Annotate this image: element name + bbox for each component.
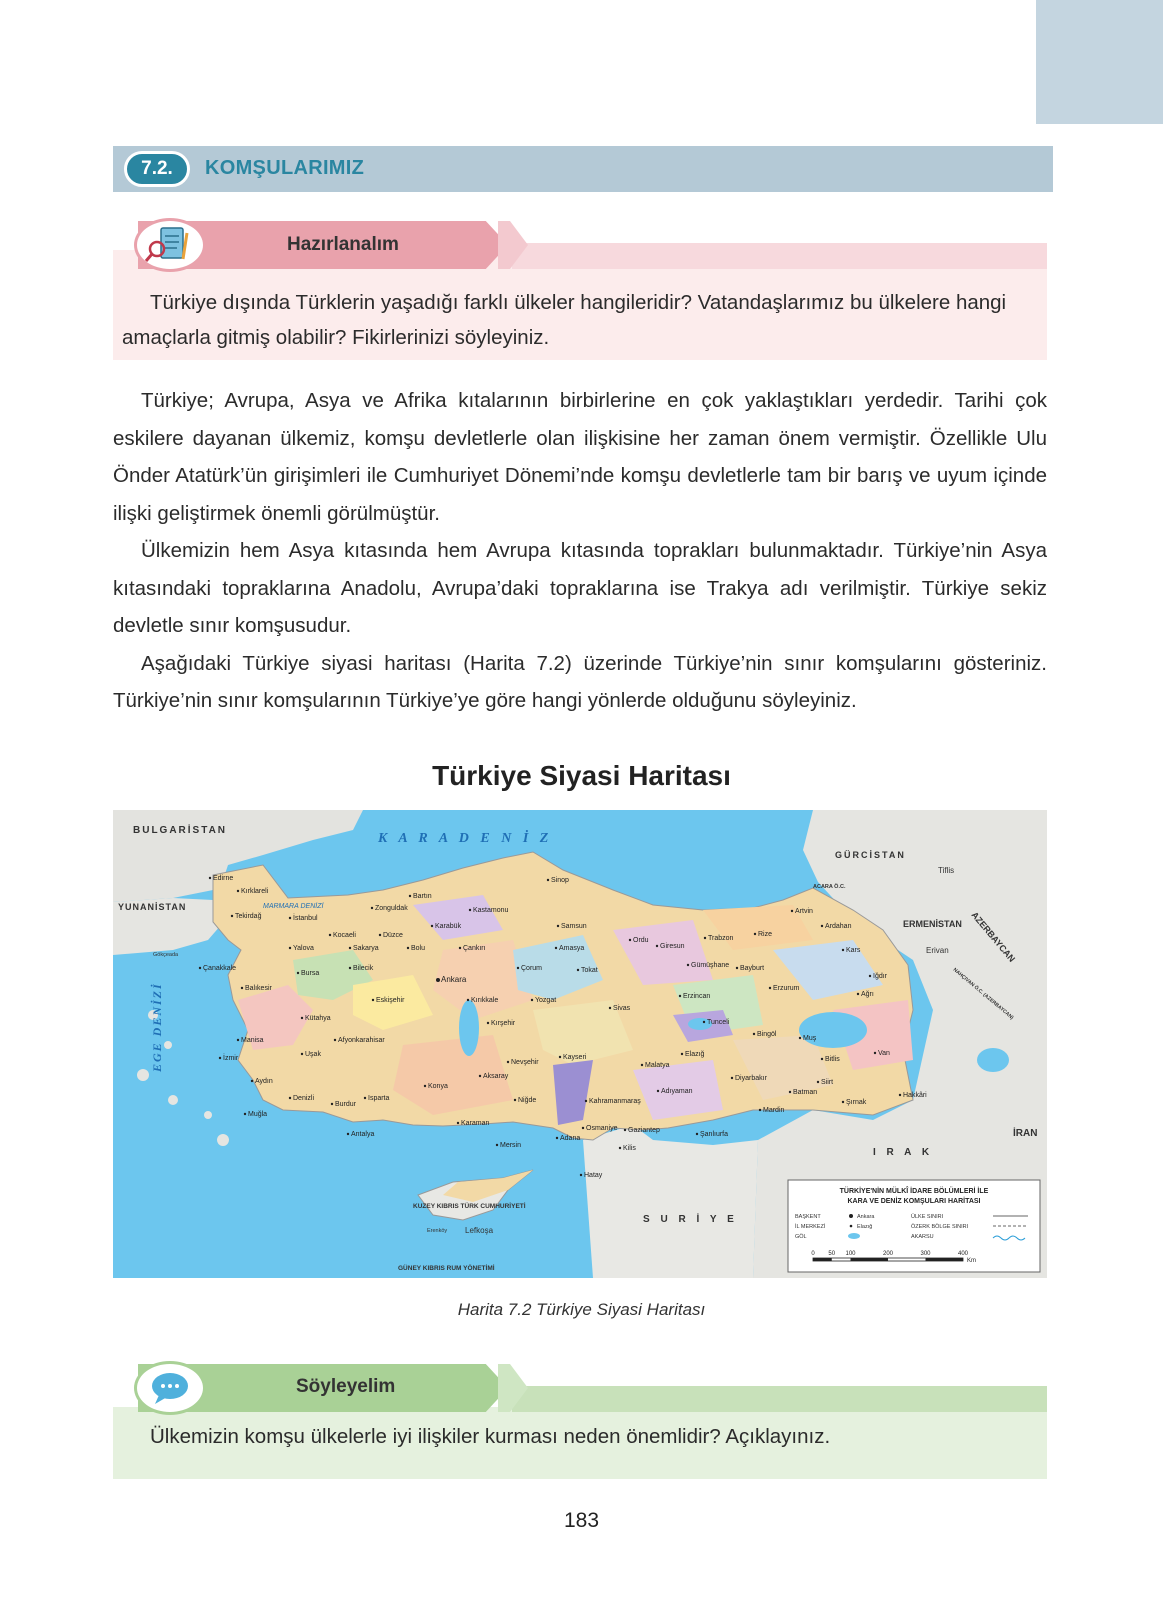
lake-van bbox=[799, 1012, 867, 1048]
province-label: Çanakkale bbox=[203, 965, 237, 972]
province-label: Kilis bbox=[623, 1145, 636, 1152]
province-marker bbox=[557, 925, 559, 927]
province-label: Aydın bbox=[255, 1078, 273, 1085]
province-marker bbox=[199, 967, 201, 969]
province-label: Rize bbox=[758, 931, 773, 938]
paragraph-3: Aşağıdaki Türkiye siyasi haritası (Harita 7.2) üzerinde Türkiye’nin sınır komşularını gösteriniz. Türkiye’nin sınır komşularının Türkiye’ye göre hangi yönlerde olduğunu söyleyiniz. bbox=[113, 651, 1047, 712]
province-marker bbox=[657, 1090, 659, 1092]
legend-title-line2: KARA VE DENİZ KOMŞULARI HARİTASI bbox=[847, 1198, 981, 1205]
province-label: Afyonkarahisar bbox=[338, 1037, 385, 1044]
province-label: Hatay bbox=[584, 1172, 603, 1179]
country-bulgaria: BULGARİSTAN bbox=[133, 825, 228, 836]
province-label: Tunceli bbox=[707, 1019, 730, 1026]
province-marker bbox=[349, 967, 351, 969]
province-label: Muş bbox=[803, 1035, 817, 1042]
province-marker bbox=[244, 1113, 246, 1115]
province-label: Gümüşhane bbox=[691, 962, 730, 969]
city-gokceada: Gökçeada bbox=[153, 952, 179, 958]
island bbox=[217, 1134, 229, 1146]
aegean-sea-label: EGE DENİZİ bbox=[150, 982, 164, 1072]
scale-tick-label: 200 bbox=[882, 1251, 894, 1257]
province-marker bbox=[457, 1122, 459, 1124]
scale-unit: Km bbox=[967, 1258, 976, 1264]
province-label: Sakarya bbox=[353, 945, 379, 952]
country-armenia: ERMENİSTAN bbox=[903, 919, 962, 929]
province-label: Mardin bbox=[763, 1107, 785, 1114]
province-label: Elazığ bbox=[685, 1051, 705, 1058]
province-marker bbox=[821, 925, 823, 927]
province-marker bbox=[496, 1144, 498, 1146]
province-marker bbox=[869, 975, 871, 977]
province-marker bbox=[759, 1109, 761, 1111]
scale-segment bbox=[813, 1258, 832, 1261]
map-title: Türkiye Siyasi Haritası bbox=[432, 760, 731, 791]
province-label: Ankara bbox=[441, 975, 467, 984]
province-label: Bursa bbox=[301, 970, 320, 977]
province-marker bbox=[817, 1081, 819, 1083]
preparation-question: Türkiye dışında Türklerin yaşadığı farklı ülkeler hangileridir? Vatandaşlarımız bu ülkelere hangi amaçlarla gitmiş olabilir? Fikirlerinizi söyleyiniz. bbox=[122, 291, 1007, 349]
province-marker bbox=[753, 1033, 755, 1035]
province-label: Gaziantep bbox=[628, 1127, 660, 1134]
province-marker bbox=[769, 987, 771, 989]
province-marker bbox=[371, 907, 373, 909]
province-label: Yozgat bbox=[535, 997, 557, 1004]
province-label: Bilecik bbox=[353, 965, 374, 972]
country-georgia: GÜRCİSTAN bbox=[835, 850, 906, 860]
province-marker bbox=[436, 978, 440, 982]
province-label: Kırklareli bbox=[241, 888, 269, 895]
province-marker bbox=[624, 1129, 626, 1131]
speaking-label: Söyleyelim bbox=[296, 1376, 396, 1397]
province-marker bbox=[469, 909, 471, 911]
province-marker bbox=[334, 1039, 336, 1041]
province-label: Uşak bbox=[305, 1051, 321, 1058]
country-south-cyprus: GÜNEY KIBRIS RUM YÖNETİMİ bbox=[398, 1265, 495, 1272]
province-marker bbox=[559, 1056, 561, 1058]
country-iran: İRAN bbox=[1013, 1128, 1038, 1139]
province-marker bbox=[507, 1061, 509, 1063]
province-label: Çorum bbox=[521, 965, 543, 972]
province-marker bbox=[731, 1077, 733, 1079]
province-marker bbox=[531, 999, 533, 1001]
province-label: Adıyaman bbox=[661, 1088, 693, 1095]
province-label: Isparta bbox=[368, 1095, 390, 1102]
province-marker bbox=[379, 934, 381, 936]
province-label: Tokat bbox=[581, 967, 598, 974]
legend-lake: GÖL bbox=[795, 1234, 807, 1240]
province-marker bbox=[585, 1100, 587, 1102]
province-marker bbox=[407, 947, 409, 949]
province-label: Ordu bbox=[633, 937, 649, 944]
province-marker bbox=[842, 1101, 844, 1103]
preparation-label: Hazırlanalım bbox=[287, 234, 399, 255]
region-adjara: ACARA Ö.C. bbox=[813, 884, 846, 890]
province-marker bbox=[289, 1097, 291, 1099]
speaking-question: Ülkemizin komşu ülkelerle iyi ilişkiler kurması neden önemlidir? Açıklayınız. bbox=[150, 1425, 831, 1448]
province-label: Diyarbakır bbox=[735, 1075, 767, 1082]
province-marker bbox=[799, 1037, 801, 1039]
province-label: Şanlıurfa bbox=[700, 1131, 729, 1138]
province-label: Erzincan bbox=[683, 993, 711, 1000]
scale-segment bbox=[851, 1258, 889, 1261]
province-marker bbox=[547, 879, 549, 881]
section-title: KOMŞULARIMIZ bbox=[205, 157, 365, 179]
page-number: 183 bbox=[563, 1509, 600, 1532]
province-label: Aksaray bbox=[483, 1073, 509, 1080]
province-marker bbox=[231, 915, 233, 917]
province-label: Kırıkkale bbox=[471, 997, 499, 1004]
legend-river: AKARSU bbox=[911, 1234, 934, 1240]
province-label: Nevşehir bbox=[511, 1059, 539, 1066]
province-marker bbox=[289, 947, 291, 949]
province-label: Şırnak bbox=[846, 1099, 867, 1106]
legend-province-center: İL MERKEZİ bbox=[795, 1224, 826, 1230]
province-marker bbox=[517, 967, 519, 969]
province-label: Artvin bbox=[795, 908, 813, 915]
province-marker bbox=[459, 947, 461, 949]
turkey-political-map bbox=[113, 810, 1047, 1278]
province-marker bbox=[364, 1097, 366, 1099]
province-label: Amasya bbox=[559, 945, 585, 952]
province-label: Düzce bbox=[383, 932, 403, 939]
black-sea-label: K A R A D E N İ Z bbox=[378, 831, 553, 846]
lake-tuz bbox=[459, 1000, 479, 1056]
province-marker bbox=[703, 1021, 705, 1023]
legend-province-example: Elazığ bbox=[857, 1224, 873, 1230]
country-nakhchivan: NAHÇIVAN Ö.C. (AZERBAYCAN) bbox=[951, 966, 1015, 1021]
province-label: Kahramanmaraş bbox=[589, 1098, 641, 1105]
legend-country-border: ÜLKE SINIRI bbox=[911, 1214, 944, 1220]
province-label: Trabzon bbox=[708, 935, 734, 942]
province-label: Çankırı bbox=[463, 945, 486, 952]
province-label: Erzurum bbox=[773, 985, 800, 992]
province-marker bbox=[857, 993, 859, 995]
province-marker bbox=[237, 1039, 239, 1041]
paragraph-1: Türkiye; Avrupa, Asya ve Afrika kıtalarının birbirlerine en çok yaklaştıkları yerdedir. Tarihi çok eskilere dayanan ülkemiz, komşu devletlerle olan ilişkisine her zaman önem vermiştir. Özellikle Ulu Önder Atatürk’ün girişimleri ile Cumhuriyet Dönemi’nde komşu devletlerle tam bir barış ve uyum içinde ilişki geliştirmek önemli görülmüştür. bbox=[113, 389, 1047, 525]
province-marker bbox=[372, 999, 374, 1001]
province-label: Malatya bbox=[645, 1062, 670, 1069]
province-marker bbox=[580, 1174, 582, 1176]
province-label: Antalya bbox=[351, 1131, 375, 1138]
province-marker bbox=[681, 1053, 683, 1055]
province-label: Mersin bbox=[500, 1142, 522, 1149]
province-label: Karaman bbox=[461, 1120, 490, 1127]
province-marker bbox=[582, 1127, 584, 1129]
province-marker bbox=[301, 1053, 303, 1055]
map-legend bbox=[788, 1180, 1040, 1272]
province-marker bbox=[641, 1064, 643, 1066]
province-marker bbox=[424, 1085, 426, 1087]
province-marker bbox=[874, 1052, 876, 1054]
province-label: Hakkâri bbox=[903, 1092, 927, 1099]
province-label: Konya bbox=[428, 1083, 448, 1090]
island bbox=[204, 1111, 212, 1119]
province-marker bbox=[251, 1080, 253, 1082]
province-label: Kars bbox=[846, 947, 861, 954]
province-marker bbox=[687, 964, 689, 966]
province-marker bbox=[467, 999, 469, 1001]
province-marker bbox=[679, 995, 681, 997]
province-marker bbox=[409, 895, 411, 897]
lake-marker bbox=[848, 1233, 860, 1239]
country-azerbaijan: AZERBAYCAN bbox=[969, 909, 1018, 964]
province-marker bbox=[850, 1225, 853, 1228]
province-marker bbox=[347, 1133, 349, 1135]
legend-autonomous-border: ÖZERK BÖLGE SINIRI bbox=[911, 1224, 969, 1230]
province-marker bbox=[899, 1094, 901, 1096]
province-label: Balıkesir bbox=[245, 985, 272, 992]
speaking-banner-tail bbox=[498, 1364, 1047, 1412]
province-marker bbox=[555, 947, 557, 949]
island bbox=[168, 1095, 178, 1105]
body-text bbox=[113, 382, 1047, 720]
province-marker bbox=[349, 947, 351, 949]
province-marker bbox=[479, 1075, 481, 1077]
province-label: Yalova bbox=[293, 945, 314, 952]
province-label: Karabük bbox=[435, 923, 462, 930]
province-label: İstanbul bbox=[293, 915, 318, 922]
province-label: Denizli bbox=[293, 1095, 315, 1102]
province-marker bbox=[209, 877, 211, 879]
province-marker bbox=[514, 1099, 516, 1101]
province-label: Osmaniye bbox=[586, 1125, 618, 1132]
province-label: Bitlis bbox=[825, 1056, 840, 1063]
province-marker bbox=[297, 972, 299, 974]
city-lefkosa: Lefkoşa bbox=[465, 1226, 494, 1235]
province-marker bbox=[289, 917, 291, 919]
province-marker bbox=[431, 925, 433, 927]
province-label: Burdur bbox=[335, 1101, 357, 1108]
province-label: Kütahya bbox=[305, 1015, 331, 1022]
legend-capital-example: Ankara bbox=[857, 1214, 875, 1220]
scale-segment bbox=[926, 1258, 964, 1261]
island bbox=[137, 1069, 149, 1081]
scale-tick-label: 300 bbox=[920, 1251, 931, 1257]
province-label: Samsun bbox=[561, 923, 587, 930]
province-marker bbox=[329, 934, 331, 936]
country-trnc: KUZEY KIBRIS TÜRK CUMHURİYETİ bbox=[413, 1203, 526, 1210]
preparation-banner-tail bbox=[498, 221, 1047, 269]
province-marker bbox=[301, 1017, 303, 1019]
scale-tick-label: 50 bbox=[828, 1251, 836, 1257]
province-marker bbox=[736, 967, 738, 969]
province-label: Adana bbox=[560, 1135, 581, 1142]
marmara-sea-label: MARMARA DENİZİ bbox=[263, 903, 324, 910]
corner-tab bbox=[1036, 0, 1163, 124]
province-marker bbox=[331, 1103, 333, 1105]
province-label: Niğde bbox=[518, 1097, 537, 1104]
province-label: Zonguldak bbox=[375, 905, 408, 912]
province-label: Iğdır bbox=[873, 973, 888, 980]
province-label: Kastamonu bbox=[473, 907, 509, 914]
province-label: Van bbox=[878, 1050, 890, 1057]
province-marker bbox=[577, 969, 579, 971]
syria-land bbox=[583, 1125, 758, 1278]
province-marker bbox=[791, 910, 793, 912]
province-marker bbox=[696, 1133, 698, 1135]
province-marker bbox=[487, 1022, 489, 1024]
province-label: Ağrı bbox=[861, 991, 874, 998]
country-iraq: I R A K bbox=[873, 1147, 934, 1158]
province-label: Siirt bbox=[821, 1079, 834, 1086]
scale-tick-label: 0 bbox=[811, 1251, 815, 1257]
province-label: Kayseri bbox=[563, 1054, 587, 1061]
scale-tick-label: 400 bbox=[957, 1251, 969, 1257]
province-label: Ardahan bbox=[825, 923, 852, 930]
province-marker bbox=[754, 933, 756, 935]
capital-marker bbox=[849, 1214, 853, 1218]
legend-capital: BAŞKENT bbox=[795, 1214, 821, 1220]
province-label: Batman bbox=[793, 1089, 818, 1096]
city-erenkoy: Erenköy bbox=[427, 1228, 448, 1234]
province-marker bbox=[609, 1007, 611, 1009]
country-syria: S U R İ Y E bbox=[643, 1214, 738, 1225]
island bbox=[164, 1041, 172, 1049]
legend-title-line1: TÜRKİYE'NİN MÜLKÎ İDARE BÖLÜMLERİ İLE bbox=[839, 1188, 989, 1195]
province-marker bbox=[619, 1147, 621, 1149]
province-marker bbox=[237, 890, 239, 892]
city-yerevan: Erivan bbox=[926, 946, 949, 955]
province-label: İzmir bbox=[223, 1055, 239, 1062]
province-marker bbox=[789, 1091, 791, 1093]
province-marker bbox=[704, 937, 706, 939]
province-marker bbox=[629, 939, 631, 941]
province-marker bbox=[821, 1058, 823, 1060]
province-label: Tekirdağ bbox=[235, 913, 262, 920]
province-label: Edirne bbox=[213, 875, 234, 882]
province-label: Bartın bbox=[413, 893, 432, 900]
notebook-icon bbox=[134, 218, 206, 272]
province-marker bbox=[556, 1137, 558, 1139]
province-label: Manisa bbox=[241, 1037, 264, 1044]
province-marker bbox=[219, 1057, 221, 1059]
province-label: Sivas bbox=[613, 1005, 631, 1012]
paragraph-2: Ülkemizin hem Asya kıtasında hem Avrupa kıtasında toprakları bulunmaktadır. Türkiye’nin Asya kıtasındaki topraklarına Anadolu, Avrupa’daki topraklarına ise Trakya adı verilmiştir. Türkiye sekiz devletle sınır komşusudur. bbox=[113, 539, 1047, 637]
section-number-badge: 7.2. bbox=[124, 151, 190, 187]
province-label: Sinop bbox=[551, 877, 569, 884]
province-marker bbox=[656, 945, 658, 947]
map-caption: Harita 7.2 Türkiye Siyasi Haritası bbox=[457, 1300, 706, 1319]
lake-urmia bbox=[977, 1048, 1009, 1072]
province-label: Eskişehir bbox=[376, 997, 405, 1004]
province-label: Giresun bbox=[660, 943, 685, 950]
province-label: Bolu bbox=[411, 945, 426, 952]
province-label: Kırşehir bbox=[491, 1020, 516, 1027]
province-label: Kocaeli bbox=[333, 932, 356, 939]
province-label: Bayburt bbox=[740, 965, 765, 972]
province-marker bbox=[241, 987, 243, 989]
province-label: Muğla bbox=[248, 1111, 268, 1118]
province-label: Bingöl bbox=[757, 1031, 777, 1038]
city-tbilisi: Tiflis bbox=[938, 866, 955, 875]
preparation-text bbox=[122, 285, 1042, 355]
province-marker bbox=[842, 949, 844, 951]
speech-bubble-icon bbox=[134, 1361, 206, 1415]
country-greece: YUNANİSTAN bbox=[118, 902, 187, 912]
scale-tick-label: 100 bbox=[845, 1251, 856, 1257]
